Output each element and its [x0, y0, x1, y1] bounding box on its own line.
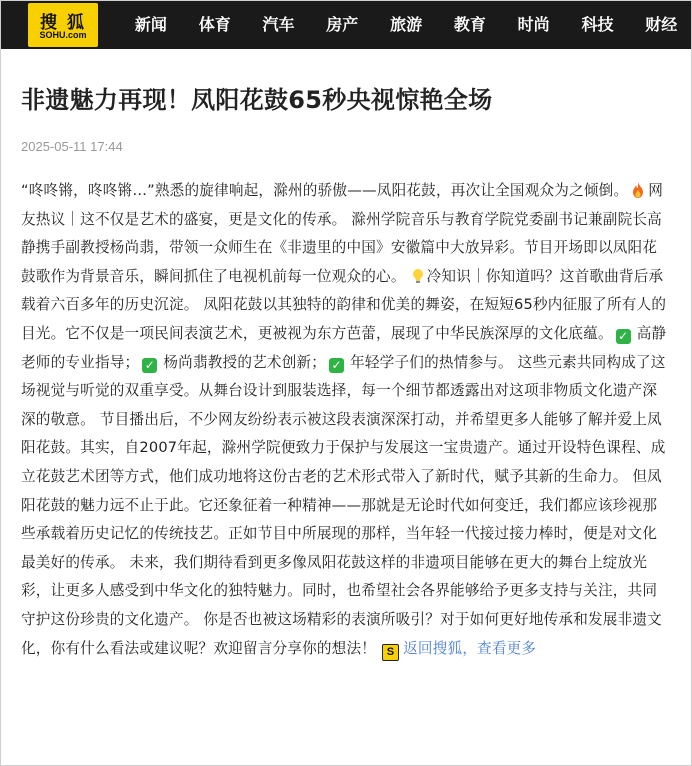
nav-item-news[interactable]: 新闻	[134, 15, 167, 34]
nav-item-fashion[interactable]: 时尚	[517, 15, 550, 34]
nav-item-sports[interactable]: 体育	[198, 15, 231, 34]
article-date: 2025-05-11 17:44	[21, 139, 123, 154]
article	[1, 49, 691, 663]
check-item-text: 杨尚翡教授的艺术创新；	[163, 353, 327, 371]
nav-item-finance[interactable]: 财经	[645, 15, 678, 34]
paragraph-text: “咚咚锵，咚咚锵…”熟悉的旋律响起，滁州的骄傲——凤阳花鼓，再次让全国观众为之倾倒。	[21, 182, 629, 199]
checkmark-icon: ✓	[616, 329, 631, 344]
logo-text: 搜狐	[40, 13, 94, 33]
nav-item-education[interactable]: 教育	[453, 15, 486, 34]
nav-item-tech[interactable]: 科技	[581, 15, 614, 34]
logo-subtext: SOHU.com	[39, 30, 87, 40]
paragraph-text: 网友热议｜这不仅是艺术的盛宴，更是文化的传承。 滁州学院音乐与教育学院党委副书记兼副院长高静携手副教授杨尚翡，带领一众师生在《非遗里的中国》安徽篇中大放异彩。节目开场即以凤阳花鼓歌作为背景音乐，瞬间抓住了电视机前每一位观众的心。	[21, 182, 664, 285]
checkmark-icon: ✓	[142, 358, 157, 373]
checkmark-icon: ✓	[329, 358, 344, 373]
paragraph-text: 冷知识｜你知道吗？这首歌曲背后承载着六百多年的历史沉淀。 凤阳花鼓以其独特的韵律和优美的舞姿，在短短65秒内征服了所有人的目光。它不仅是一项民间表演艺术，更被视为东方芭蕾，展现了中华民族深厚的文化底蕴。	[21, 267, 667, 342]
fire-icon	[632, 182, 644, 198]
sohu-logo[interactable]	[28, 3, 98, 47]
top-nav	[1, 1, 691, 49]
check-item-text: 年轻学子们的热情参与。	[350, 353, 513, 371]
nav-item-travel[interactable]: 旅游	[390, 15, 423, 34]
article-body	[21, 177, 671, 663]
article-title: 非遗魅力再现！凤阳花鼓65秒央视惊艳全场	[21, 86, 493, 114]
sohu-icon: S	[382, 644, 399, 661]
nav-item-realestate[interactable]: 房产	[326, 15, 359, 34]
check-item-text: 高静老师的专业指导；	[21, 324, 667, 371]
back-to-sohu-link[interactable]: 返回搜狐，查看更多	[403, 639, 537, 657]
lightbulb-icon	[412, 268, 424, 284]
nav-menu	[119, 1, 692, 49]
nav-item-auto[interactable]: 汽车	[262, 15, 295, 34]
paragraph-text: 这些元素共同构成了这场视觉与听觉的双重享受。从舞台设计到服装选择，每一个细节都透露出对这项非物质文化遗产深深的敬意。 节目播出后，不少网友纷纷表示被这段表演深深打动，并希望更多人能够了解并爱上凤阳花鼓。其实，自2007年起，滁州学院便致力于保护与发展这一宝贵遗产。通过开设特色课程、成立花鼓艺术团等方式，他们成功地将这份古老的艺术形式带入了新时代，赋予其新的生命力。 但凤阳花鼓的魅力远不止于此。它还象征着一种精神——那就是无论时代如何变迁，我们都应该珍视那些承载着历史记忆的传统技艺。正如节目中所展现的那样，当年轻一代接过接力棒时，便是对文化最美好的传承。 未来，我们期待看到更多像凤阳花鼓这样的非遗项目能够在更大的舞台上绽放光彩，让更多人感受到中华文化的独特魅力。同时，也希望社会各界能够给予更多支持与关注，共同守护这份珍贵的文化遗产。 你是否也被这场精彩的表演所吸引？对于如何更好地传承和发展非遗文化，你有什么看法或建议呢？欢迎留言分享你的想法！	[21, 353, 666, 657]
